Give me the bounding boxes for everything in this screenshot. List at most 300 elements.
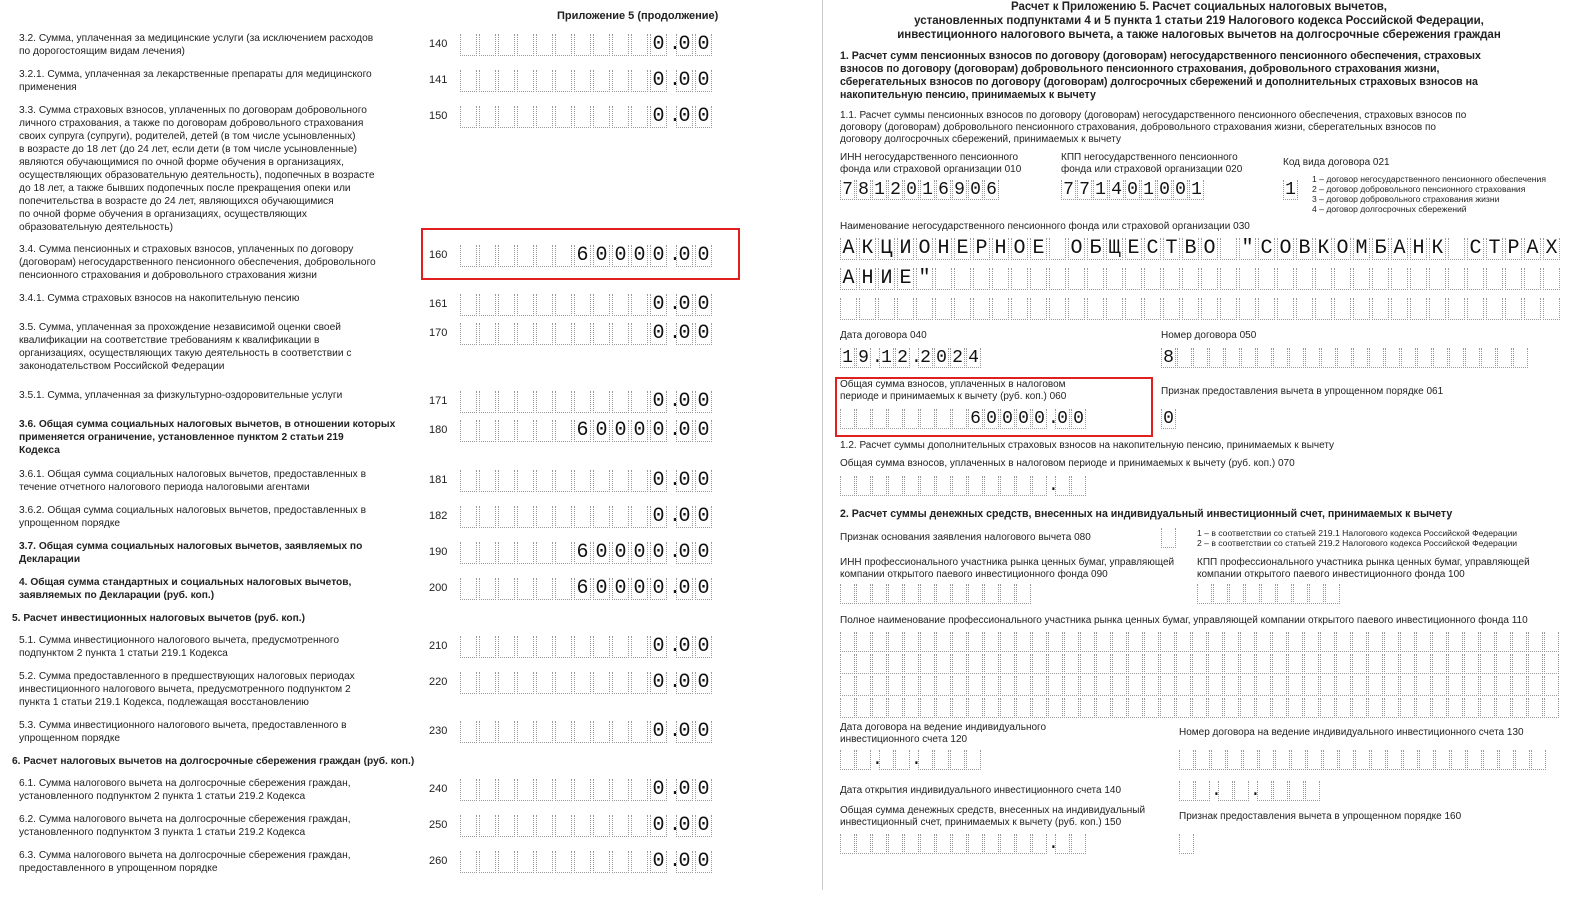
amount-field-200[interactable] xyxy=(460,578,714,600)
char-cell xyxy=(1486,268,1503,290)
char-cell xyxy=(1055,476,1070,496)
char-cell xyxy=(1049,238,1066,260)
amount-field-182[interactable] xyxy=(460,506,714,528)
char-cell xyxy=(1448,268,1465,290)
amount-field-140[interactable] xyxy=(460,34,714,56)
char-cell: 0 xyxy=(650,70,667,92)
char-cell: 0 xyxy=(676,721,693,743)
char-cell: 4 xyxy=(966,348,981,368)
char-cell: Ц xyxy=(878,238,895,260)
contract-date-field[interactable] xyxy=(840,348,982,368)
char-cell xyxy=(1320,654,1335,674)
char-cell: 0 xyxy=(631,420,648,442)
char-cell xyxy=(920,584,935,604)
char-cell: А xyxy=(840,238,857,260)
amount-field-150[interactable] xyxy=(460,106,714,128)
name-110-row[interactable] xyxy=(840,654,1560,674)
char-cell xyxy=(1144,268,1161,290)
char-cell: 0 xyxy=(695,391,712,413)
char-cell: 2 xyxy=(950,348,965,368)
char-cell xyxy=(555,391,572,413)
char-cell xyxy=(479,34,496,56)
row-label-160: 3.4. Сумма пенсионных и страховых взносов, уплаченных по договору (договорам) негосударственного пенсионного обеспечения, добровольного пенсионного страхования и добровольного страхования жизни xyxy=(19,244,376,281)
char-cell xyxy=(460,106,477,128)
char-cell xyxy=(593,34,610,56)
char-cell xyxy=(574,391,591,413)
char-cell xyxy=(555,721,572,743)
char-cell xyxy=(555,815,572,837)
decimal-point: . xyxy=(669,541,682,564)
row-code-190: 190 xyxy=(429,546,448,558)
char-cell xyxy=(935,268,952,290)
char-cell: 6 xyxy=(968,409,983,429)
char-cell: 0 xyxy=(676,851,693,873)
char-cell xyxy=(631,470,648,492)
char-cell xyxy=(1179,750,1194,770)
char-cell: С xyxy=(1144,238,1161,260)
char-cell xyxy=(1258,298,1275,320)
char-cell xyxy=(593,323,610,345)
section-2-title: 2. Расчет суммы денежных средств, внесенных на индивидуальный инвестиционный счет, принимаемых к вычету xyxy=(840,508,1453,520)
char-cell xyxy=(1352,654,1367,674)
char-cell: В xyxy=(1182,238,1199,260)
char-cell xyxy=(1448,238,1465,260)
char-cell xyxy=(479,672,496,694)
char-cell: 0 xyxy=(695,578,712,600)
char-cell xyxy=(1410,268,1427,290)
char-cell xyxy=(536,542,553,564)
basis-080-cell xyxy=(1161,528,1176,548)
char-cell xyxy=(1112,632,1127,652)
char-cell xyxy=(1176,632,1191,652)
char-cell xyxy=(460,779,477,801)
char-cell xyxy=(1240,654,1255,674)
char-cell xyxy=(920,654,935,674)
char-cell: 7 xyxy=(1061,180,1076,200)
char-cell: 0 xyxy=(695,779,712,801)
char-cell xyxy=(498,779,515,801)
contract-date-label: Дата договора 040 xyxy=(840,330,927,341)
char-cell xyxy=(1032,654,1047,674)
char-cell xyxy=(460,34,477,56)
char-cell xyxy=(612,391,629,413)
char-cell xyxy=(555,779,572,801)
char-cell xyxy=(631,851,648,873)
decimal-point: . xyxy=(669,244,682,267)
amount-field-220[interactable] xyxy=(460,672,714,694)
char-cell xyxy=(479,851,496,873)
char-cell xyxy=(1433,348,1448,368)
char-cell xyxy=(1304,676,1319,696)
char-cell: 8 xyxy=(1161,348,1176,368)
amount-field-240[interactable] xyxy=(460,779,714,801)
char-cell xyxy=(856,698,871,718)
decimal-point: . xyxy=(1250,781,1261,801)
char-cell xyxy=(1032,476,1047,496)
char-cell xyxy=(631,672,648,694)
char-cell xyxy=(954,268,971,290)
char-cell xyxy=(973,298,990,320)
char-cell xyxy=(517,851,534,873)
decimal-point: . xyxy=(669,720,682,743)
char-cell xyxy=(1496,698,1511,718)
row-code-220: 220 xyxy=(429,676,448,688)
char-cell xyxy=(1465,348,1480,368)
char-cell xyxy=(1224,654,1239,674)
char-cell xyxy=(1352,632,1367,652)
char-cell xyxy=(1144,654,1159,674)
char-cell: 0 xyxy=(650,851,667,873)
char-cell xyxy=(936,476,951,496)
char-cell: 0 xyxy=(612,542,629,564)
char-cell xyxy=(1448,698,1463,718)
char-cell xyxy=(916,298,933,320)
char-cell: А xyxy=(1524,238,1541,260)
char-cell xyxy=(1256,654,1271,674)
char-cell xyxy=(1391,298,1408,320)
char-cell: 0 xyxy=(676,70,693,92)
char-cell: 0 xyxy=(695,34,712,56)
char-cell xyxy=(460,323,477,345)
char-cell xyxy=(631,721,648,743)
char-cell: 0 xyxy=(650,779,667,801)
org-name-row-2[interactable] xyxy=(840,268,1562,290)
simplified-160-field[interactable] xyxy=(1179,834,1195,854)
char-cell xyxy=(536,34,553,56)
basis-080-options: 1 – в соответствии со статьей 219.1 Налогового кодекса Российской Федерации 2 – в соответствии со статьей 219.2 Налогового кодекса Российской Федерации xyxy=(1197,528,1518,548)
char-cell xyxy=(968,834,983,854)
char-cell xyxy=(1524,268,1541,290)
name-110-row[interactable] xyxy=(840,676,1560,696)
char-cell xyxy=(479,70,496,92)
char-cell xyxy=(536,578,553,600)
amount-field-250[interactable] xyxy=(460,815,714,837)
inn-field[interactable] xyxy=(840,180,1000,200)
sum-060-label: Общая сумма взносов, уплаченных в налоговом периоде и принимаемых к вычету (руб. коп.) 060 xyxy=(840,379,1067,402)
char-cell xyxy=(1499,750,1514,770)
kpp-100-field[interactable] xyxy=(1197,584,1341,604)
char-cell xyxy=(536,636,553,658)
char-cell xyxy=(1272,632,1287,652)
char-cell xyxy=(574,721,591,743)
char-cell xyxy=(992,268,1009,290)
char-cell: Р xyxy=(1505,238,1522,260)
char-cell xyxy=(1016,476,1031,496)
char-cell: 0 xyxy=(676,578,693,600)
sum-150-field[interactable] xyxy=(840,834,1087,854)
char-cell xyxy=(1176,654,1191,674)
char-cell xyxy=(895,750,910,770)
char-cell xyxy=(1315,268,1332,290)
amount-field-230[interactable] xyxy=(460,721,714,743)
char-cell xyxy=(1305,348,1320,368)
char-cell: 0 xyxy=(676,420,693,442)
char-cell xyxy=(1320,698,1335,718)
decimal-point: . xyxy=(1048,476,1059,496)
char-cell xyxy=(574,34,591,56)
char-cell xyxy=(1334,268,1351,290)
highlight-box-060 xyxy=(835,377,1153,437)
char-cell: 0 xyxy=(695,542,712,564)
char-cell: 0 xyxy=(676,542,693,564)
char-cell xyxy=(498,294,515,316)
char-cell xyxy=(840,676,855,696)
contract-type-option: 1 – договор негосударственного пенсионного обеспечения xyxy=(1312,174,1546,184)
char-cell: 0 xyxy=(968,180,983,200)
char-cell xyxy=(574,470,591,492)
char-cell xyxy=(904,654,919,674)
char-cell xyxy=(1296,268,1313,290)
char-cell: 0 xyxy=(650,294,667,316)
char-cell xyxy=(536,470,553,492)
char-cell xyxy=(936,632,951,652)
char-cell xyxy=(1096,676,1111,696)
char-cell xyxy=(612,506,629,528)
char-cell xyxy=(1400,654,1415,674)
char-cell xyxy=(1419,750,1434,770)
amount-field-141[interactable] xyxy=(460,70,714,92)
char-cell xyxy=(1448,676,1463,696)
char-cell xyxy=(498,815,515,837)
char-cell xyxy=(1272,654,1287,674)
char-cell xyxy=(1288,698,1303,718)
char-cell xyxy=(1016,834,1031,854)
char-cell xyxy=(856,632,871,652)
amount-field-260[interactable] xyxy=(460,851,714,873)
char-cell xyxy=(498,636,515,658)
row-code-181: 181 xyxy=(429,474,448,486)
char-cell xyxy=(952,476,967,496)
char-cell xyxy=(612,70,629,92)
char-cell xyxy=(1505,268,1522,290)
org-name-row-3[interactable] xyxy=(840,298,1562,320)
row-label-210: 5.1. Сумма инвестиционного налогового вычета, предусмотренного подпунктом 2 пункта 1 статьи 219.1 Кодекса xyxy=(19,635,340,659)
char-cell xyxy=(1227,750,1242,770)
char-cell xyxy=(1273,781,1288,801)
amount-field-161[interactable] xyxy=(460,294,714,316)
char-cell: 0 xyxy=(593,245,610,267)
sum-070-field[interactable] xyxy=(840,476,1087,496)
section-1-2-title: 1.2. Расчет суммы дополнительных страховых взносов на накопительную пенсию, принимаемых к вычету xyxy=(840,440,1335,451)
char-cell xyxy=(1208,698,1223,718)
char-cell xyxy=(593,815,610,837)
char-cell xyxy=(1049,268,1066,290)
char-cell xyxy=(1531,750,1546,770)
char-cell xyxy=(840,698,855,718)
row-code-250: 250 xyxy=(429,819,448,831)
kpp-field[interactable] xyxy=(1061,180,1205,200)
char-cell xyxy=(517,506,534,528)
char-cell xyxy=(888,584,903,604)
char-cell xyxy=(1144,698,1159,718)
name-110-row[interactable] xyxy=(840,632,1560,652)
char-cell xyxy=(574,851,591,873)
char-cell: 2 xyxy=(888,180,903,200)
char-cell xyxy=(1128,654,1143,674)
char-cell xyxy=(460,420,477,442)
sum-150-label: Общая сумма денежных средств, внесенных на индивидуальный инвестиционный счет, принимаемых к вычету (руб. коп.) 150 xyxy=(840,805,1146,828)
char-cell xyxy=(984,676,999,696)
amount-field-181[interactable] xyxy=(460,470,714,492)
highlight-box-160 xyxy=(421,228,740,280)
char-cell xyxy=(555,70,572,92)
char-cell xyxy=(574,506,591,528)
char-cell xyxy=(1257,781,1272,801)
char-cell: 9 xyxy=(952,180,967,200)
char-cell xyxy=(1048,654,1063,674)
char-cell xyxy=(1528,676,1543,696)
char-cell xyxy=(872,676,887,696)
char-cell xyxy=(950,750,965,770)
decimal-point: . xyxy=(669,105,682,128)
amount-field-210[interactable] xyxy=(460,636,714,658)
char-cell xyxy=(1030,268,1047,290)
right-title: Расчет к Приложению 5. Расчет социальных налоговых вычетов, установленных подпунктами 4 и 5 пункта 1 статьи 219 Налогового кодекса Российской Федерации, инвестиционного налогового вычета, а также налоговых вычетов на долгосрочные сбережения граждан xyxy=(897,1,1501,41)
char-cell xyxy=(952,584,967,604)
char-cell xyxy=(1480,676,1495,696)
char-cell: 0 xyxy=(695,294,712,316)
char-cell xyxy=(1320,632,1335,652)
char-cell xyxy=(631,323,648,345)
char-cell xyxy=(536,70,553,92)
row-label-220: 5.2. Сумма предоставленного в предшествующих налоговых периодах инвестиционного налогового вычета, предусмотренного подпунктом 2 пункта 1 статьи 219.1 Кодекса, подлежащая восстановлению xyxy=(19,671,355,708)
char-cell xyxy=(1080,654,1095,674)
char-cell xyxy=(460,542,477,564)
char-cell xyxy=(1125,298,1142,320)
char-cell xyxy=(856,476,871,496)
char-cell xyxy=(1432,632,1447,652)
char-cell: Р xyxy=(973,238,990,260)
decimal-point: . xyxy=(669,778,682,801)
char-cell xyxy=(1387,750,1402,770)
char-cell xyxy=(1240,632,1255,652)
inn-090-label: ИНН профессионального участника рынка ценных бумаг, управляющей компании открытого паевого инвестиционного фонда 090 xyxy=(840,557,1175,580)
char-cell xyxy=(1371,750,1386,770)
name-110-row[interactable] xyxy=(840,698,1560,718)
char-cell xyxy=(1336,632,1351,652)
char-cell xyxy=(935,298,952,320)
char-cell xyxy=(612,721,629,743)
char-cell xyxy=(1030,298,1047,320)
char-cell xyxy=(517,815,534,837)
amount-field-170[interactable] xyxy=(460,323,714,345)
char-cell xyxy=(1144,632,1159,652)
inn-090-field[interactable] xyxy=(840,584,1032,604)
char-cell: И xyxy=(878,268,895,290)
org-name-row-1[interactable] xyxy=(840,238,1562,260)
simplified-061-field[interactable] xyxy=(1161,409,1177,429)
amount-field-171[interactable] xyxy=(460,391,714,413)
char-cell xyxy=(631,70,648,92)
amount-field-190[interactable] xyxy=(460,542,714,564)
char-cell xyxy=(1304,654,1319,674)
char-cell xyxy=(1325,584,1340,604)
char-cell xyxy=(612,636,629,658)
decimal-point: . xyxy=(669,671,682,694)
char-cell xyxy=(1201,268,1218,290)
char-cell xyxy=(1544,676,1559,696)
char-cell: 0 xyxy=(676,470,693,492)
char-cell xyxy=(574,636,591,658)
contract-type-field[interactable] xyxy=(1283,180,1299,200)
char-cell: О xyxy=(916,238,933,260)
contract-number-field[interactable] xyxy=(1161,348,1529,368)
char-cell xyxy=(517,542,534,564)
amount-field-180[interactable] xyxy=(460,420,714,442)
char-cell xyxy=(1368,698,1383,718)
page-divider xyxy=(822,0,823,890)
number-130-field[interactable] xyxy=(1179,750,1547,770)
char-cell: Н xyxy=(935,238,952,260)
char-cell xyxy=(1288,632,1303,652)
char-cell xyxy=(555,851,572,873)
char-cell xyxy=(968,654,983,674)
char-cell xyxy=(936,676,951,696)
char-cell: 1 xyxy=(1189,180,1204,200)
contract-type-value: 1 xyxy=(1283,180,1298,200)
char-cell: 0 xyxy=(904,180,919,200)
char-cell: 0 xyxy=(676,779,693,801)
char-cell xyxy=(1416,698,1431,718)
char-cell xyxy=(1543,298,1560,320)
char-cell xyxy=(1182,268,1199,290)
char-cell xyxy=(1496,676,1511,696)
char-cell xyxy=(856,584,871,604)
char-cell xyxy=(1182,298,1199,320)
char-cell xyxy=(1064,698,1079,718)
char-cell: 0 xyxy=(676,323,693,345)
char-cell xyxy=(536,851,553,873)
char-cell xyxy=(1179,781,1194,801)
char-cell xyxy=(1259,750,1274,770)
row-code-240: 240 xyxy=(429,783,448,795)
row-code-180: 180 xyxy=(429,424,448,436)
char-cell xyxy=(1315,298,1332,320)
basis-080-field[interactable] xyxy=(1161,528,1177,548)
char-cell xyxy=(1071,834,1086,854)
simplified-160-label: Признак предоставления вычета в упрощенном порядке 160 xyxy=(1179,811,1462,822)
decimal-point: . xyxy=(669,635,682,658)
row-code-160: 160 xyxy=(429,249,448,261)
char-cell xyxy=(498,578,515,600)
char-cell xyxy=(1524,298,1541,320)
char-cell xyxy=(1355,750,1370,770)
char-cell xyxy=(1486,298,1503,320)
char-cell xyxy=(517,70,534,92)
char-cell xyxy=(1160,632,1175,652)
char-cell xyxy=(498,106,515,128)
char-cell xyxy=(555,470,572,492)
row-label-170: 3.5. Сумма, уплаченная за прохождение независимой оценки своей квалификации на соответствие требованиям к квалификации в организациях, осуществляющих такую деятельность в соответствии с законодательством Российской Федерации xyxy=(19,322,352,372)
char-cell xyxy=(1273,348,1288,368)
char-cell xyxy=(1112,676,1127,696)
char-cell: Е xyxy=(897,268,914,290)
char-cell xyxy=(1384,698,1399,718)
char-cell xyxy=(536,391,553,413)
char-cell xyxy=(460,815,477,837)
date-120-field[interactable] xyxy=(840,750,982,770)
char-cell xyxy=(631,815,648,837)
char-cell: 0 xyxy=(650,636,667,658)
char-cell: 0 xyxy=(676,391,693,413)
char-cell xyxy=(934,750,949,770)
char-cell xyxy=(1432,654,1447,674)
basis-080-label: Признак основания заявления налогового вычета 080 xyxy=(840,532,1091,543)
char-cell xyxy=(1480,698,1495,718)
char-cell: 0 xyxy=(695,70,712,92)
char-cell xyxy=(1000,632,1015,652)
date-140-field[interactable] xyxy=(1179,781,1321,801)
